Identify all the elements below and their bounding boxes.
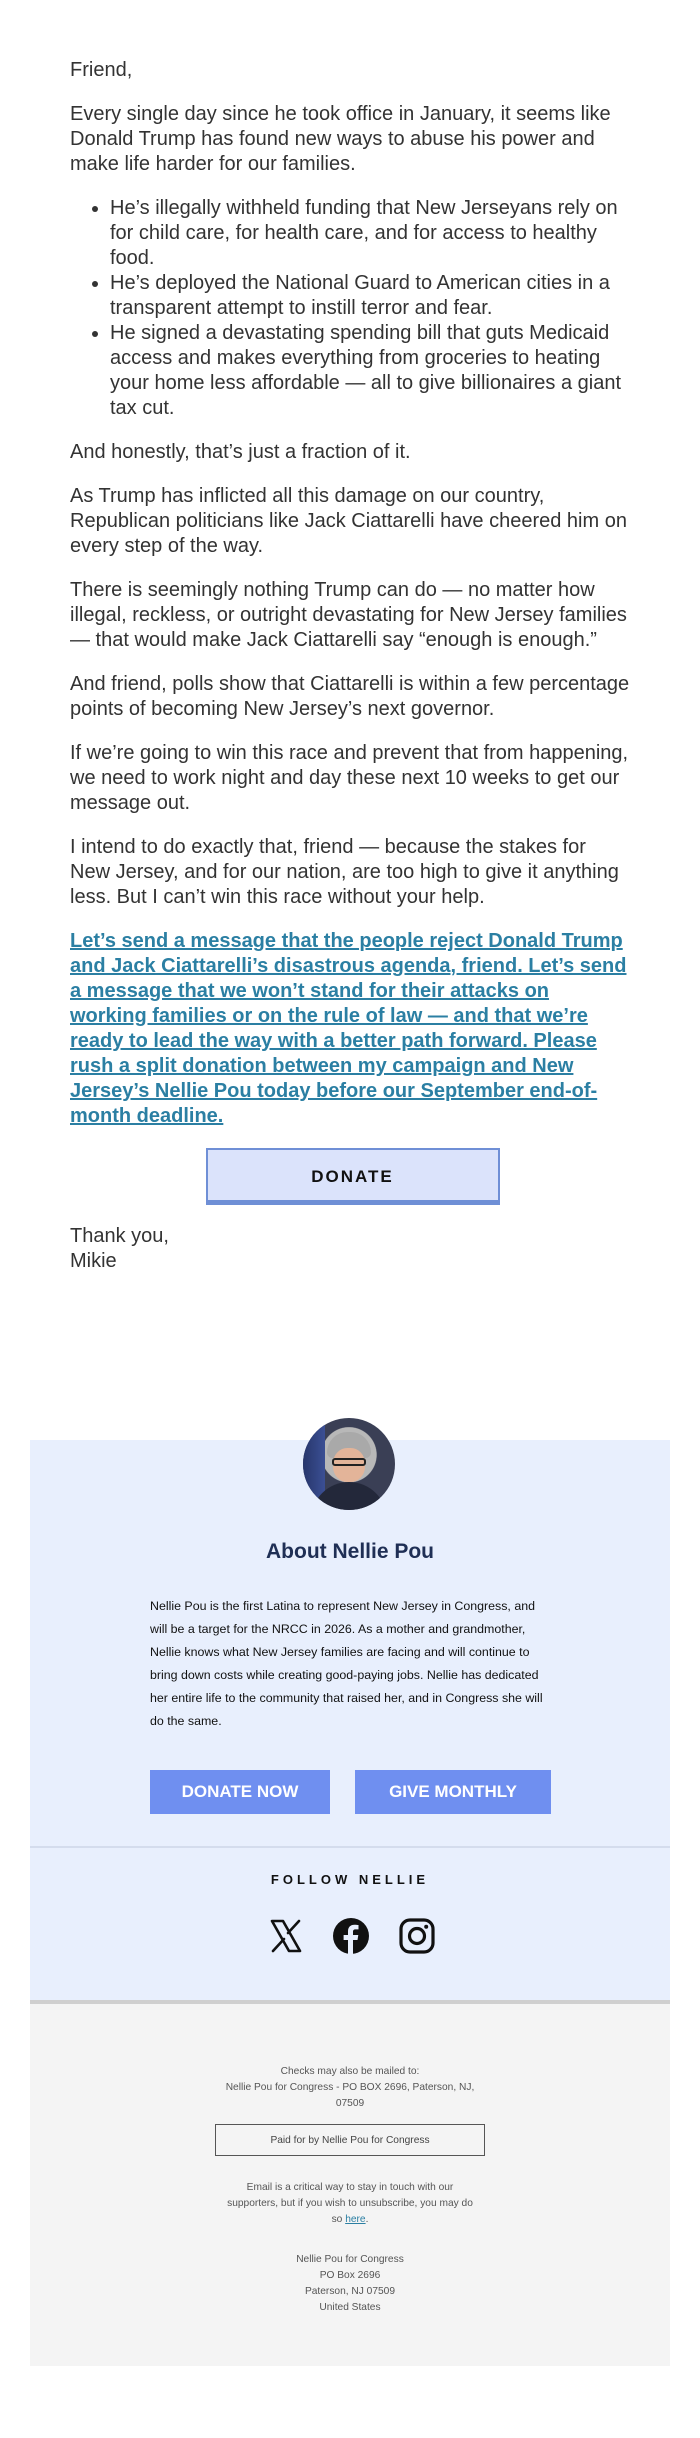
paragraph: As Trump has inflicted all this damage on our country, Republican politicians like Jack Ciattarelli have cheered him on every step of the way. (70, 485, 627, 557)
mailing-line: Nellie Pou for Congress - PO BOX 2696, Paterson, NJ, (225, 2082, 475, 2093)
list-item: • He’s illegally withheld funding that New Jerseyans rely on for child care, for health care, and for access to healthy food. (110, 196, 630, 271)
thanks-text: Thank you, (70, 1225, 169, 1247)
list-item: • He’s deployed the National Guard to American cities in a transparent attempt to instill terror and fear. (110, 271, 630, 321)
paragraph: If we’re going to win this race and prevent that from happening, we need to work night and day these next 10 weeks to get our message out. (70, 742, 629, 814)
donate-now-button[interactable]: DONATE NOW (150, 1770, 330, 1814)
bullet-list (70, 196, 630, 421)
postal-address (30, 2252, 670, 2316)
period: . (365, 2214, 369, 2225)
mailing-line: 07509 (335, 2098, 365, 2109)
donate-button-wrap (70, 1148, 630, 1202)
x-icon[interactable] (266, 1916, 306, 1956)
about-title: About Nellie Pou (266, 1540, 434, 1563)
paragraph: And honestly, that’s just a fraction of it. (70, 441, 411, 463)
list-item: • He signed a devastating spending bill that guts Medicaid access and makes everything from groceries to heating your home less affordable — all to give billionaires a giant tax cut. (110, 321, 630, 421)
address-line: Paterson, NJ 07509 (304, 2286, 396, 2297)
unsubscribe-link[interactable]: here (345, 2214, 366, 2225)
footer (30, 2004, 670, 2366)
greeting: Friend, (70, 59, 133, 81)
unsubscribe-message: Email is a critical way to stay in touch with our supporters, but if you wish to unsubscribe, you may do so (227, 2182, 473, 2225)
mailing-line: Checks may also be mailed to: (280, 2066, 420, 2077)
instagram-icon[interactable] (397, 1916, 437, 1956)
paragraph: And friend, polls show that Ciattarelli is within a few percentage points of becoming New Jersey’s next governor. (70, 673, 630, 720)
signature: Mikie (70, 1250, 117, 1272)
donate-button[interactable]: DONATE (206, 1148, 500, 1202)
mailing-info (30, 2064, 670, 2112)
avatar-glasses (332, 1458, 366, 1466)
give-monthly-button[interactable]: GIVE MONTHLY (355, 1770, 551, 1814)
paid-for-disclaimer: Paid for by Nellie Pou for Congress (215, 2124, 485, 2156)
address-line: Nellie Pou for Congress (296, 2254, 404, 2265)
signoff (70, 1224, 630, 1274)
address-line: PO Box 2696 (319, 2270, 381, 2281)
about-body: Nellie Pou is the first Latina to represent New Jersey in Congress, and will be a target for the NRCC in 2026. As a mother and grandmother, Nellie knows what New Jersey families are facing and will continue to bring down costs while creating good-paying jobs. Nellie has dedicated her entire life to the community that raised her, and in Congress she will do the same. (150, 1599, 543, 1728)
paragraph: There is seemingly nothing Trump can do — no matter how illegal, reckless, or outright devastating for New Jersey families — that would make Jack Ciattarelli say “enough is enough.” (70, 579, 627, 651)
address-line: United States (319, 2302, 381, 2313)
avatar (303, 1418, 395, 1510)
about-panel (30, 1440, 670, 2002)
email-letter (70, 58, 630, 1274)
unsubscribe-text (225, 2180, 475, 2228)
facebook-icon[interactable] (331, 1916, 371, 1956)
donation-cta-link[interactable]: Let’s send a message that the people reject Donald Trump and Jack Ciattarelli’s disastrous agenda, friend. Let’s send a message that we won’t stand for their attacks on working families or on the rule of law — and that we’re ready to lead the way with a better path forward. Please rush a split donation between my campaign and New Jersey’s Nellie Pou today before our September end-of-month deadline. (70, 930, 627, 1127)
divider (30, 1846, 670, 1848)
paragraph: Every single day since he took office in January, it seems like Donald Trump has found new ways to abuse his power and make life harder for our families. (70, 103, 611, 175)
paragraph: I intend to do exactly that, friend — because the stakes for New Jersey, and for our nation, are too high to give it anything less. But I can’t win this race without your help. (70, 836, 619, 908)
follow-heading: FOLLOW NELLIE (270, 1872, 430, 1887)
